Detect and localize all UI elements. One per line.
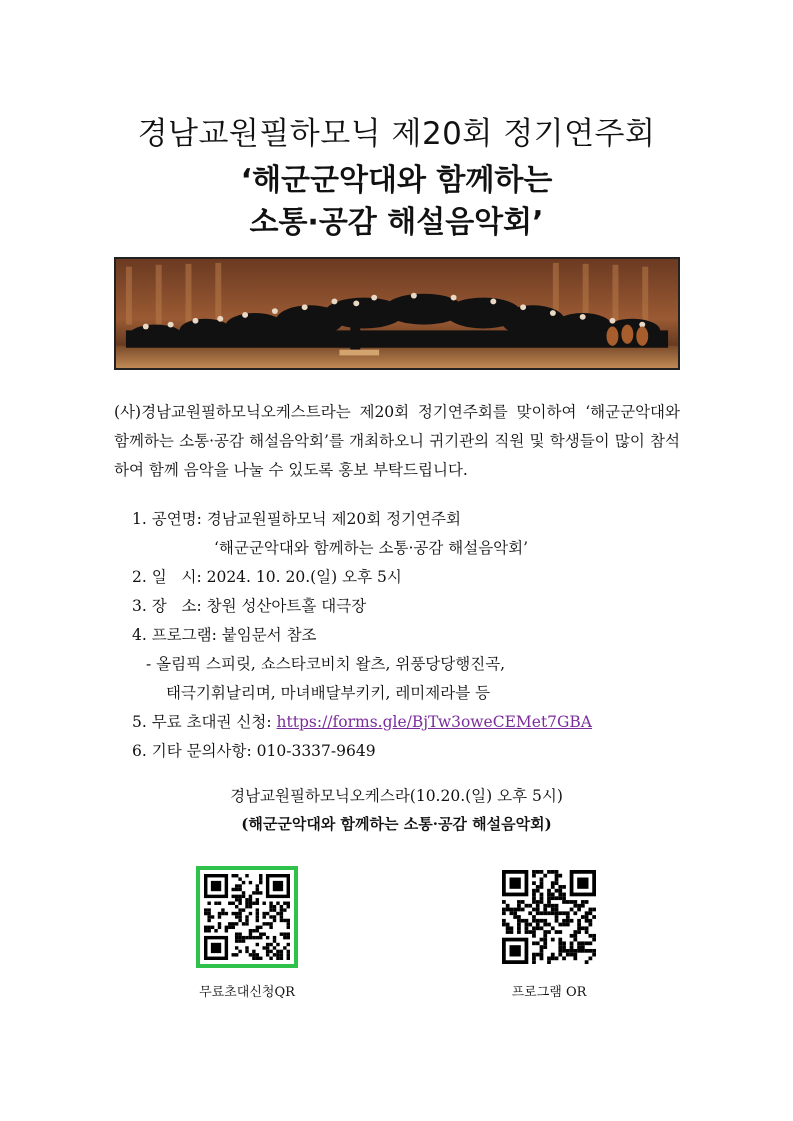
program-qr-code[interactable]: [498, 866, 600, 968]
event-details-list: [132, 505, 692, 766]
footer-line-1: 경남교원필하모닉오케스라(10.20.(일) 오후 5시): [230, 787, 563, 805]
subtitle-line-1: ‘해군군악대와 함께하는: [240, 163, 553, 198]
qr-code-icon: [204, 874, 290, 960]
page-title: 경남교원필하모닉 제20회 정기연주회: [137, 116, 656, 152]
page-subtitle: [0, 160, 793, 244]
program-qr-label: 프로그램 OR: [511, 985, 587, 1000]
list-item-date-time: 2. 일 시: 2024. 10. 20.(일) 오후 5시: [132, 568, 402, 586]
list-item-contact: 6. 기타 문의사항: 010-3337-9649: [132, 742, 376, 760]
intro-paragraph: (사)경남교원필하모닉오케스트라는 제20회 정기연주회를 맞이하여 ‘해군군악대와 함께하는 소통·공감 해설음악회’를 개최하오니 귀기관의 직원 및 학생들이 많이 참석하여 함께 음악을 나눌 수 있도록 홍보 부탁드립니다.: [114, 403, 680, 479]
orchestra-photo: [114, 257, 680, 370]
subtitle-line-2: 소통·공감 해설음악회’: [249, 205, 544, 240]
ticket-qr-label: 무료초대신청QR: [199, 985, 295, 1000]
footer-line-2: (해군군악대와 함께하는 소통·공감 해설음악회): [241, 815, 552, 833]
list-item-performance-name: 1. 공연명: 경남교원필하모닉 제20회 정기연주회: [132, 510, 461, 528]
list-item-venue: 3. 장 소: 창원 성산아트홀 대극장: [132, 597, 367, 615]
orchestra-photo-icon: [116, 259, 678, 368]
list-item-program-detail-2: 태극기휘날리며, 마녀배달부키키, 레미제라블 등: [166, 684, 491, 702]
list-item-ticket-request: [132, 708, 692, 737]
ticket-request-link[interactable]: https://forms.gle/BjTw3oweCEMet7GBA: [276, 713, 593, 731]
ticket-qr-code[interactable]: [196, 866, 298, 968]
ticket-request-label: 5. 무료 초대권 신청:: [132, 713, 277, 731]
list-item-program: 4. 프로그램: 붙임문서 참조: [132, 626, 317, 644]
list-item-program-detail-1: - 올림픽 스피릿, 쇼스타코비치 왈츠, 위풍당당행진곡,: [146, 655, 506, 673]
list-item-performance-subtitle: ‘해군군악대와 함께하는 소통·공감 해설음악회’: [214, 539, 529, 557]
qr-code-icon: [502, 870, 596, 964]
